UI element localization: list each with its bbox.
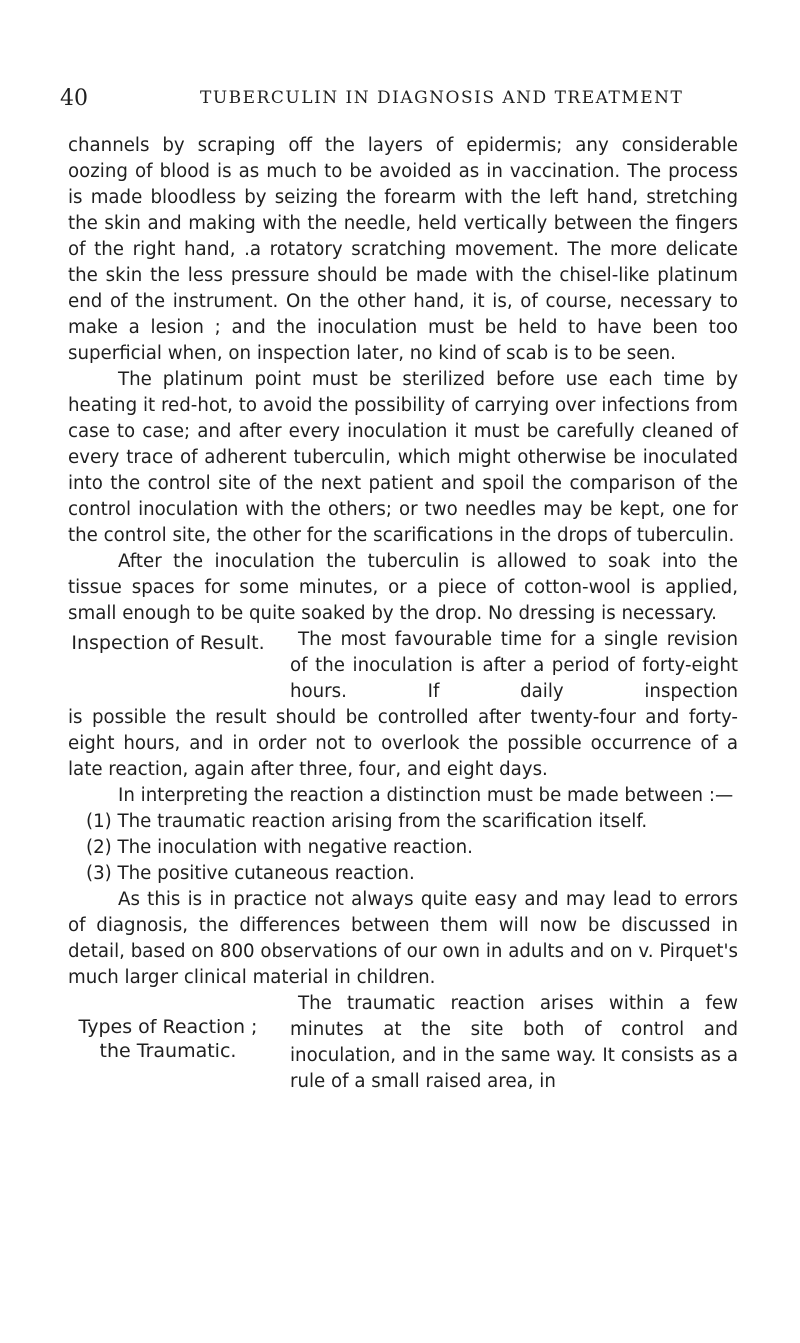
side-heading-inspection: Inspection of Result. [71, 632, 265, 654]
side-heading-types: Types of Reaction ; the Traumatic. [78, 1016, 258, 1062]
paragraph: The platinum point must be sterilized before use each time by heating it red-hot, to avoid the possibility of carrying over infections from case to case; and after every inoculation it must be carefully cleaned of every trace of adherent tuberculin, which might otherwise be inoculated into the control site of the next patient and spoil the comparison of the control inoculation with the others; or two needles may be kept, one for the control site, the other for the scarifications in the drops of tuberculin. [68, 369, 738, 546]
paragraph: In interpreting the reaction a distinction must be made between :— [118, 785, 734, 806]
paragraph: After the inoculation the tuberculin is allowed to soak into the tissue spaces for some minutes, or a piece of cotton-wool is applied, small enough to be quite soaked by the drop. No dressing is necessary. [68, 551, 738, 624]
paragraph: As this is in practice not always quite easy and may lead to errors of diagnosis, the differences between them will now be discussed in detail, based on 800 observations of our own in adults and on v. Pirquet's much larger clinical material in children. [68, 889, 738, 988]
paragraph: channels by scraping off the layers of epidermis; any considerable oozing of blood is as much to be avoided as in vaccination. The process is made bloodless by seizing the forearm with the left hand, stretching the skin and making with the needle, held vertically between the fingers of the right hand, .a rotatory scratching movement. The more delicate the skin the less pressure should be made with the chisel-like platinum end of the instrument. On the other hand, it is, of course, necessary to make a lesion ; and the inoculation must be held to have been too superficial when, on inspection later, no kind of scab is to be seen. [68, 135, 738, 364]
list-item: (3) The positive cutaneous reaction. [86, 863, 415, 884]
side-heading-block [68, 627, 738, 705]
paragraph: The most favourable time for a single revision of the inoculation is after a period of forty-eight hours. If daily inspection [290, 629, 738, 702]
running-head: TUBERCULIN IN DIAGNOSIS AND TREATMENT [200, 88, 684, 108]
page-number: 40 [60, 86, 88, 111]
body-text [68, 133, 738, 1095]
list-item: (1) The traumatic reaction arising from the scarification itself. [86, 811, 648, 832]
paragraph: is possible the result should be controlled after twenty-four and forty-eight hours, and in order not to overlook the possible occurrence of a late reaction, again after three, four, and eight days. [68, 707, 738, 780]
list-item: (2) The inoculation with negative reaction. [86, 837, 473, 858]
side-heading-block [68, 991, 738, 1095]
paragraph: The traumatic reaction arises within a few minutes at the site both of control and inoculation, and in the same way. It consists as a rule of a small raised area, in [290, 993, 738, 1092]
